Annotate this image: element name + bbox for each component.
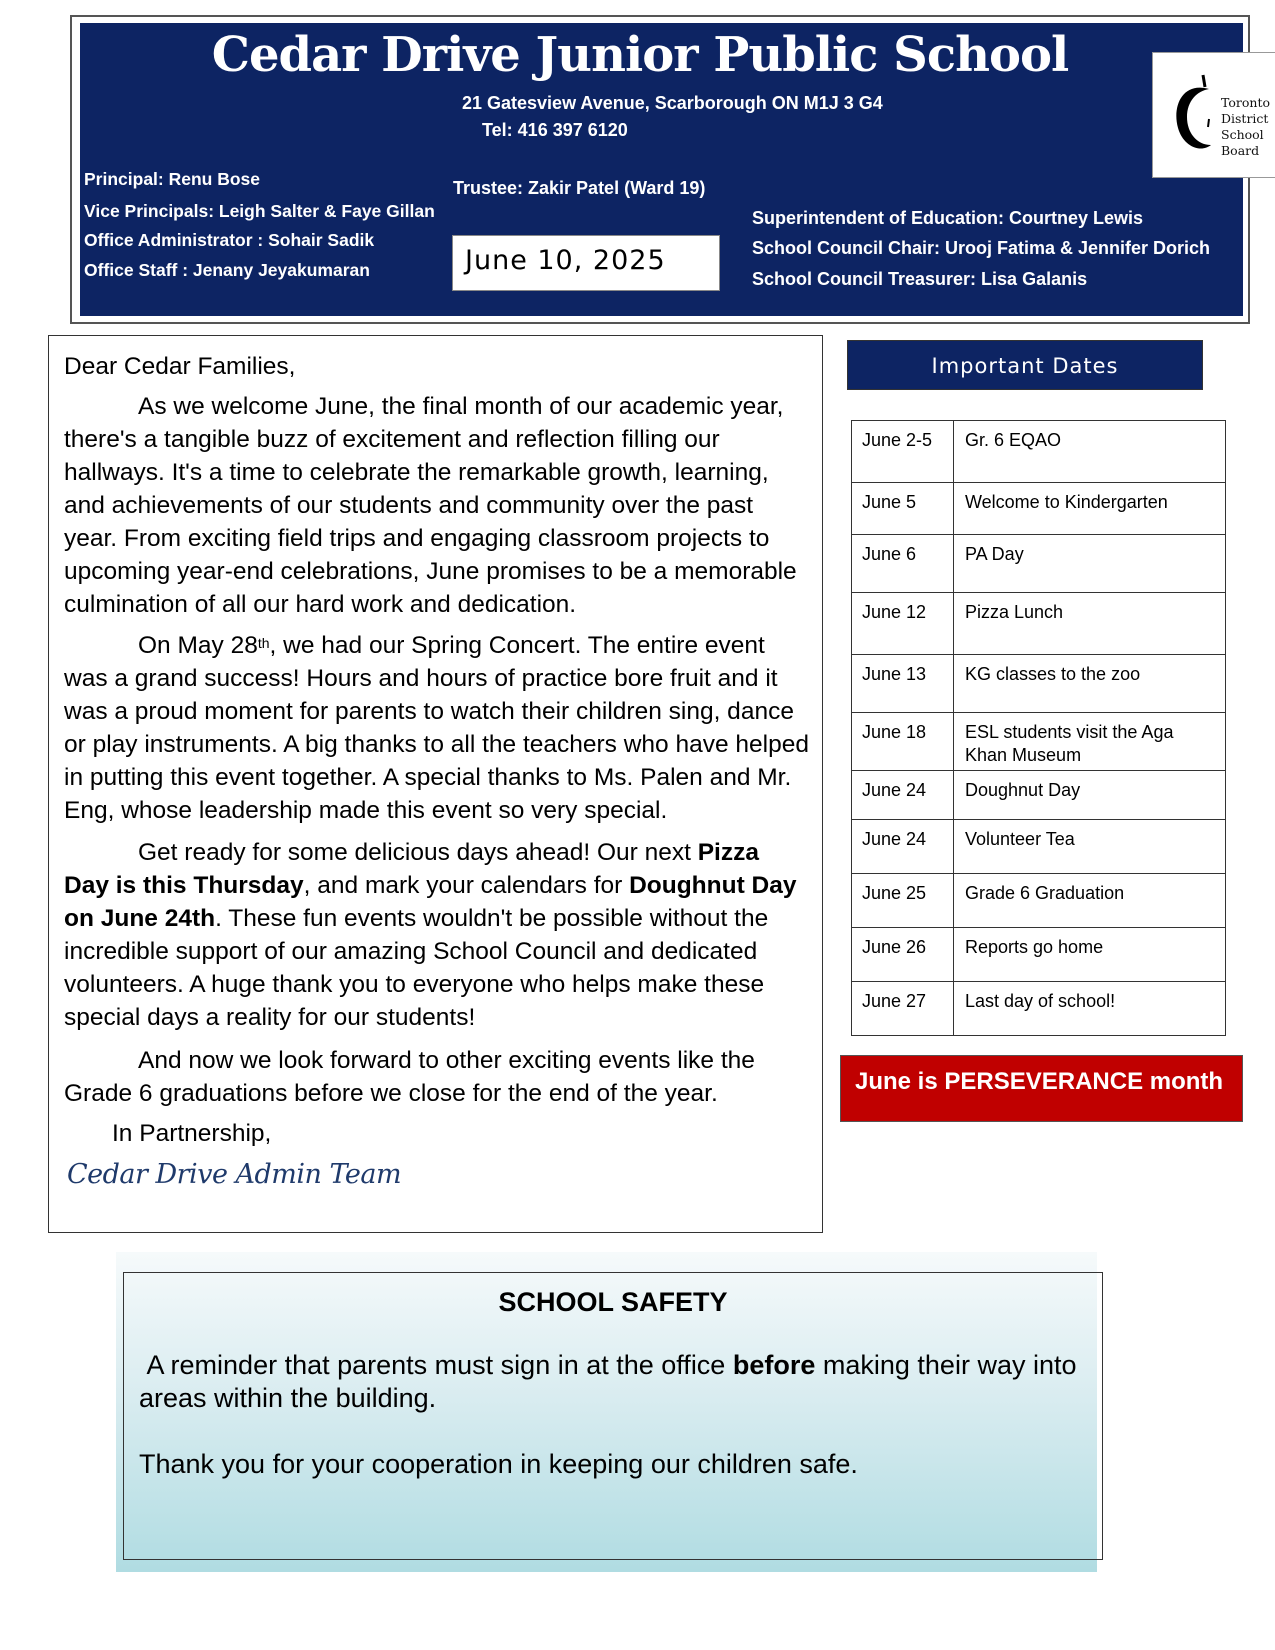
table-row	[852, 535, 1226, 593]
school-address: 21 Gatesview Avenue, Scarborough ON M1J 3 G4	[462, 93, 883, 113]
trustee: Trustee: Zakir Patel (Ward 19)	[453, 178, 706, 198]
date-cell: June 25	[852, 874, 954, 928]
event-cell: Gr. 6 EQAO	[954, 421, 1226, 483]
important-dates-table	[851, 420, 1226, 1036]
table-row	[852, 982, 1226, 1036]
event-cell: Reports go home	[954, 928, 1226, 982]
safety-title: SCHOOL SAFETY	[498, 1287, 728, 1317]
letter-closing: In Partnership,	[112, 1120, 272, 1147]
event-cell: ESL students visit the Aga Khan Museum	[954, 713, 1226, 771]
principal: Principal: Renu Bose	[84, 169, 261, 189]
letter-greeting: Dear Cedar Families,	[64, 353, 296, 380]
event-cell: Welcome to Kindergarten	[954, 483, 1226, 535]
letter-signature: Cedar Drive Admin Team	[67, 1159, 402, 1190]
table-row	[852, 874, 1226, 928]
letter-paragraph-4: And now we look forward to other exciting events like the Grade 6 graduations before we close for the end of the year.	[64, 1047, 755, 1107]
date-cell: June 12	[852, 593, 954, 655]
safety-reminder: A reminder that parents must sign in at the office before making their way into areas within the building.	[139, 1350, 1077, 1413]
date-cell: June 18	[852, 713, 954, 771]
table-row	[852, 421, 1226, 483]
date-cell: June 27	[852, 982, 954, 1036]
date-cell: June 26	[852, 928, 954, 982]
tdsb-logo-text: Toronto District School Board	[1221, 95, 1270, 158]
table-row	[852, 483, 1226, 535]
date-cell: June 13	[852, 655, 954, 713]
table-row	[852, 593, 1226, 655]
date-cell: June 6	[852, 535, 954, 593]
table-row	[852, 713, 1226, 771]
event-cell: PA Day	[954, 535, 1226, 593]
apple-logo-icon	[1169, 69, 1219, 159]
superintendent: Superintendent of Education: Courtney Lewis	[752, 208, 1144, 228]
event-cell: KG classes to the zoo	[954, 655, 1226, 713]
letter-paragraph-2: On May 28th, we had our Spring Concert. The entire event was a grand success! Hours and hours of practice bore fruit and it was a proud moment for parents to watch their children sing, dance or play instruments. A big thanks to all the teachers who have helped in putting this event together. A special thanks to Ms. Palen and Mr. Eng, whose leadership made this event so very special.	[64, 632, 809, 824]
important-dates-title: Important Dates	[847, 340, 1203, 390]
tdsb-logo	[1152, 52, 1275, 178]
office-staff: Office Staff : Jenany Jeyakumaran	[84, 260, 370, 280]
council-chair: School Council Chair: Urooj Fatima & Jennifer Dorich	[752, 238, 1211, 258]
school-safety-box	[123, 1272, 1103, 1560]
table-row	[852, 928, 1226, 982]
event-cell: Pizza Lunch	[954, 593, 1226, 655]
date-cell: June 5	[852, 483, 954, 535]
principal-letter	[48, 335, 823, 1233]
event-cell: Last day of school!	[954, 982, 1226, 1036]
school-name: Cedar Drive Junior Public School	[211, 27, 1069, 83]
letter-paragraph-3: Get ready for some delicious days ahead! Our next Pizza Day is this Thursday, and mark your calendars for Doughnut Day on June 24th. These fun events wouldn't be possible without the incredible support of our amazing School Council and dedicated volunteers. A huge thank you to everyone who helps make these special days a reality for our students!	[64, 839, 797, 1031]
school-phone: Tel: 416 397 6120	[482, 120, 628, 140]
date-cell: June 24	[852, 771, 954, 820]
date-cell: June 24	[852, 820, 954, 874]
office-administrator: Office Administrator : Sohair Sadik	[84, 230, 375, 250]
virtue-month-banner: June is PERSEVERANCE month	[840, 1055, 1243, 1122]
table-row	[852, 820, 1226, 874]
issue-date: June 10, 2025	[452, 235, 720, 291]
event-cell: Doughnut Day	[954, 771, 1226, 820]
vice-principals: Vice Principals: Leigh Salter & Faye Gillan	[84, 201, 435, 221]
letter-paragraph-1: As we welcome June, the final month of our academic year, there's a tangible buzz of excitement and reflection filling our hallways. It's a time to celebrate the remarkable growth, learning, and achievements of our students and community over the past year. From exciting field trips and engaging classroom projects to upcoming year-end celebrations, June promises to be a memorable culmination of all our hard work and dedication.	[64, 393, 797, 618]
table-row	[852, 655, 1226, 713]
council-treasurer: School Council Treasurer: Lisa Galanis	[752, 269, 1088, 289]
table-row	[852, 771, 1226, 820]
safety-thanks: Thank you for your cooperation in keeping our children safe.	[139, 1449, 858, 1479]
newsletter-header	[80, 23, 1270, 316]
date-cell: June 2-5	[852, 421, 954, 483]
event-cell: Volunteer Tea	[954, 820, 1226, 874]
event-cell: Grade 6 Graduation	[954, 874, 1226, 928]
